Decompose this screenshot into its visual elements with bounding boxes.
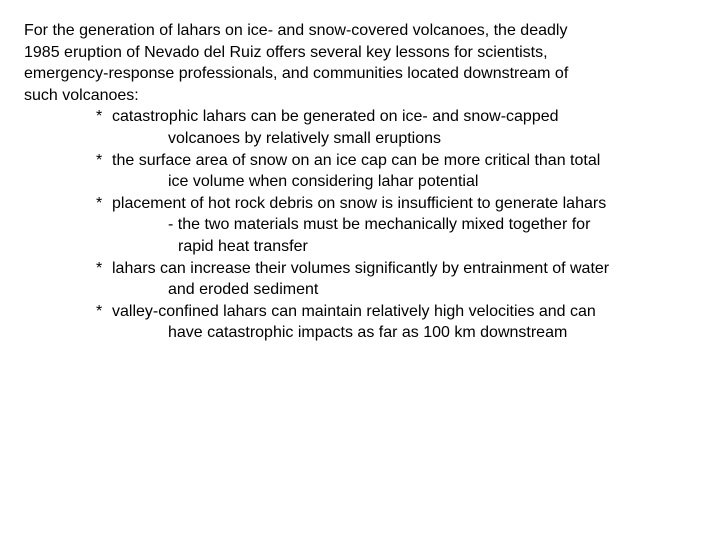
bullet-5-continuation: have catastrophic impacts as far as 100 km downstream bbox=[168, 324, 568, 342]
bullet-marker: * bbox=[96, 302, 103, 320]
bullet-4 bbox=[24, 258, 704, 280]
bullet-2 bbox=[24, 150, 704, 172]
intro-line-3: emergency-response professionals, and communities located downstream of bbox=[24, 65, 569, 83]
bullet-marker: * bbox=[96, 108, 103, 126]
bullet-text: lahars can increase their volumes significantly by entrainment of water bbox=[112, 259, 610, 277]
bullet-marker: * bbox=[96, 259, 103, 277]
bullet-text: the surface area of snow on an ice cap can be more critical than total bbox=[112, 151, 601, 169]
bullet-3-continuation: rapid heat transfer bbox=[178, 237, 308, 255]
bullet-text: valley-confined lahars can maintain relatively high velocities and can bbox=[112, 302, 596, 320]
bullet-5 bbox=[24, 301, 704, 323]
bullet-4-continuation: and eroded sediment bbox=[168, 281, 319, 299]
intro-line-2: 1985 eruption of Nevado del Ruiz offers several key lessons for scientists, bbox=[24, 43, 548, 61]
document-body bbox=[24, 20, 704, 344]
bullet-marker: * bbox=[96, 194, 103, 212]
bullet-1 bbox=[24, 106, 704, 128]
bullet-2-continuation: ice volume when considering lahar potential bbox=[168, 173, 479, 191]
bullet-3 bbox=[24, 193, 704, 215]
bullet-1-continuation: volcanoes by relatively small eruptions bbox=[168, 129, 442, 147]
intro-line-1: For the generation of lahars on ice- and snow-covered volcanoes, the deadly bbox=[24, 22, 568, 39]
bullet-text: catastrophic lahars can be generated on ice- and snow-capped bbox=[112, 108, 559, 126]
intro-line-4: such volcanoes: bbox=[24, 86, 139, 104]
bullet-3-continuation: - the two materials must be mechanically mixed together for bbox=[168, 216, 591, 234]
bullet-marker: * bbox=[96, 151, 103, 169]
bullet-text: placement of hot rock debris on snow is insufficient to generate lahars bbox=[112, 194, 607, 212]
